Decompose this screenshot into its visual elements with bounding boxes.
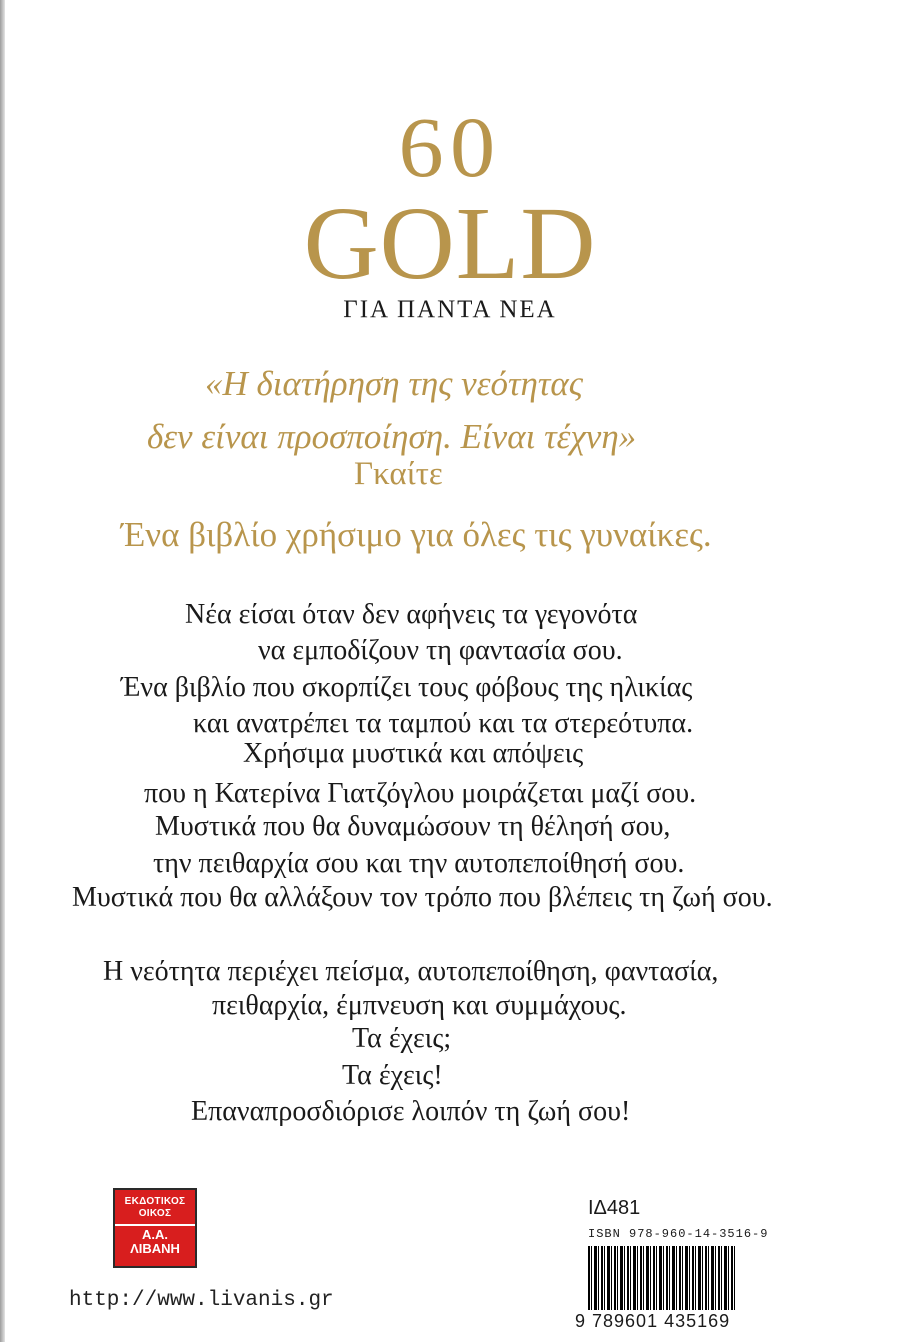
subtitle: Ένα βιβλίο χρήσιμο για όλες τις γυναίκες. bbox=[121, 515, 712, 554]
body-line: Νέα είσαι όταν δεν αφήνεις τα γεγονότα bbox=[185, 599, 638, 630]
logo-title: GOLD bbox=[303, 186, 597, 301]
publisher-url[interactable]: http://www.livanis.gr bbox=[69, 1289, 334, 1312]
publisher-line-1: ΕΚΔΟΤΙΚΟΣ bbox=[124, 1196, 186, 1207]
body-line: Τα έχεις; bbox=[352, 1023, 452, 1054]
barcode-icon bbox=[588, 1246, 736, 1310]
quote-author: Γκαίτε bbox=[354, 456, 443, 492]
body-line: που η Κατερίνα Γιατζόγλου μοιράζεται μαζί σου. bbox=[144, 778, 697, 809]
logo-tagline: ΓΙΑ ΠΑΝΤΑ ΝΕΑ bbox=[343, 296, 557, 323]
product-code: ΙΔ481 bbox=[588, 1197, 641, 1219]
body-line: την πειθαρχία σου και την αυτοπεποίθησή σου. bbox=[153, 848, 685, 879]
quote-line-2: δεν είναι προσποίηση. Είναι τέχνη» bbox=[147, 417, 637, 456]
body-line: και ανατρέπει τα ταμπού και τα στερεότυπα. bbox=[193, 708, 694, 739]
quote-line-1: «Η διατήρηση της νεότητας bbox=[205, 364, 583, 403]
logo-number: 60 bbox=[398, 99, 502, 195]
isbn-label: ISBN 978-960-14-3516-9 bbox=[588, 1227, 769, 1241]
publisher-logo bbox=[113, 1188, 197, 1268]
body-line: πειθαρχία, έμπνευση και συμμάχους. bbox=[212, 990, 627, 1021]
publisher-line-2: ΟΙΚΟΣ bbox=[138, 1208, 172, 1219]
body-line: Η νεότητα περιέχει πείσμα, αυτοπεποίθηση, φαντασία, bbox=[103, 956, 719, 987]
body-line: Επαναπροσδιόρισε λοιπόν τη ζωή σου! bbox=[191, 1096, 631, 1127]
body-line: να εμποδίζουν τη φαντασία σου. bbox=[258, 635, 623, 666]
body-line: Μυστικά που θα δυναμώσουν τη θέλησή σου, bbox=[155, 811, 671, 842]
body-line: Μυστικά που θα αλλάξουν τον τρόπο που βλέπεις τη ζωή σου. bbox=[72, 882, 773, 913]
body-line: Ένα βιβλίο που σκορπίζει τους φόβους της ηλικίας bbox=[121, 672, 693, 703]
body-line: Χρήσιμα μυστικά και απόψεις bbox=[243, 738, 584, 769]
publisher-divider bbox=[115, 1224, 195, 1226]
publisher-line-4: ΛΙΒΑΝΗ bbox=[130, 1241, 180, 1256]
body-line: Τα έχεις! bbox=[342, 1060, 443, 1091]
barcode-digits: 9 789601 435169 bbox=[575, 1311, 731, 1331]
publisher-line-3: Α.Α. bbox=[142, 1227, 168, 1242]
